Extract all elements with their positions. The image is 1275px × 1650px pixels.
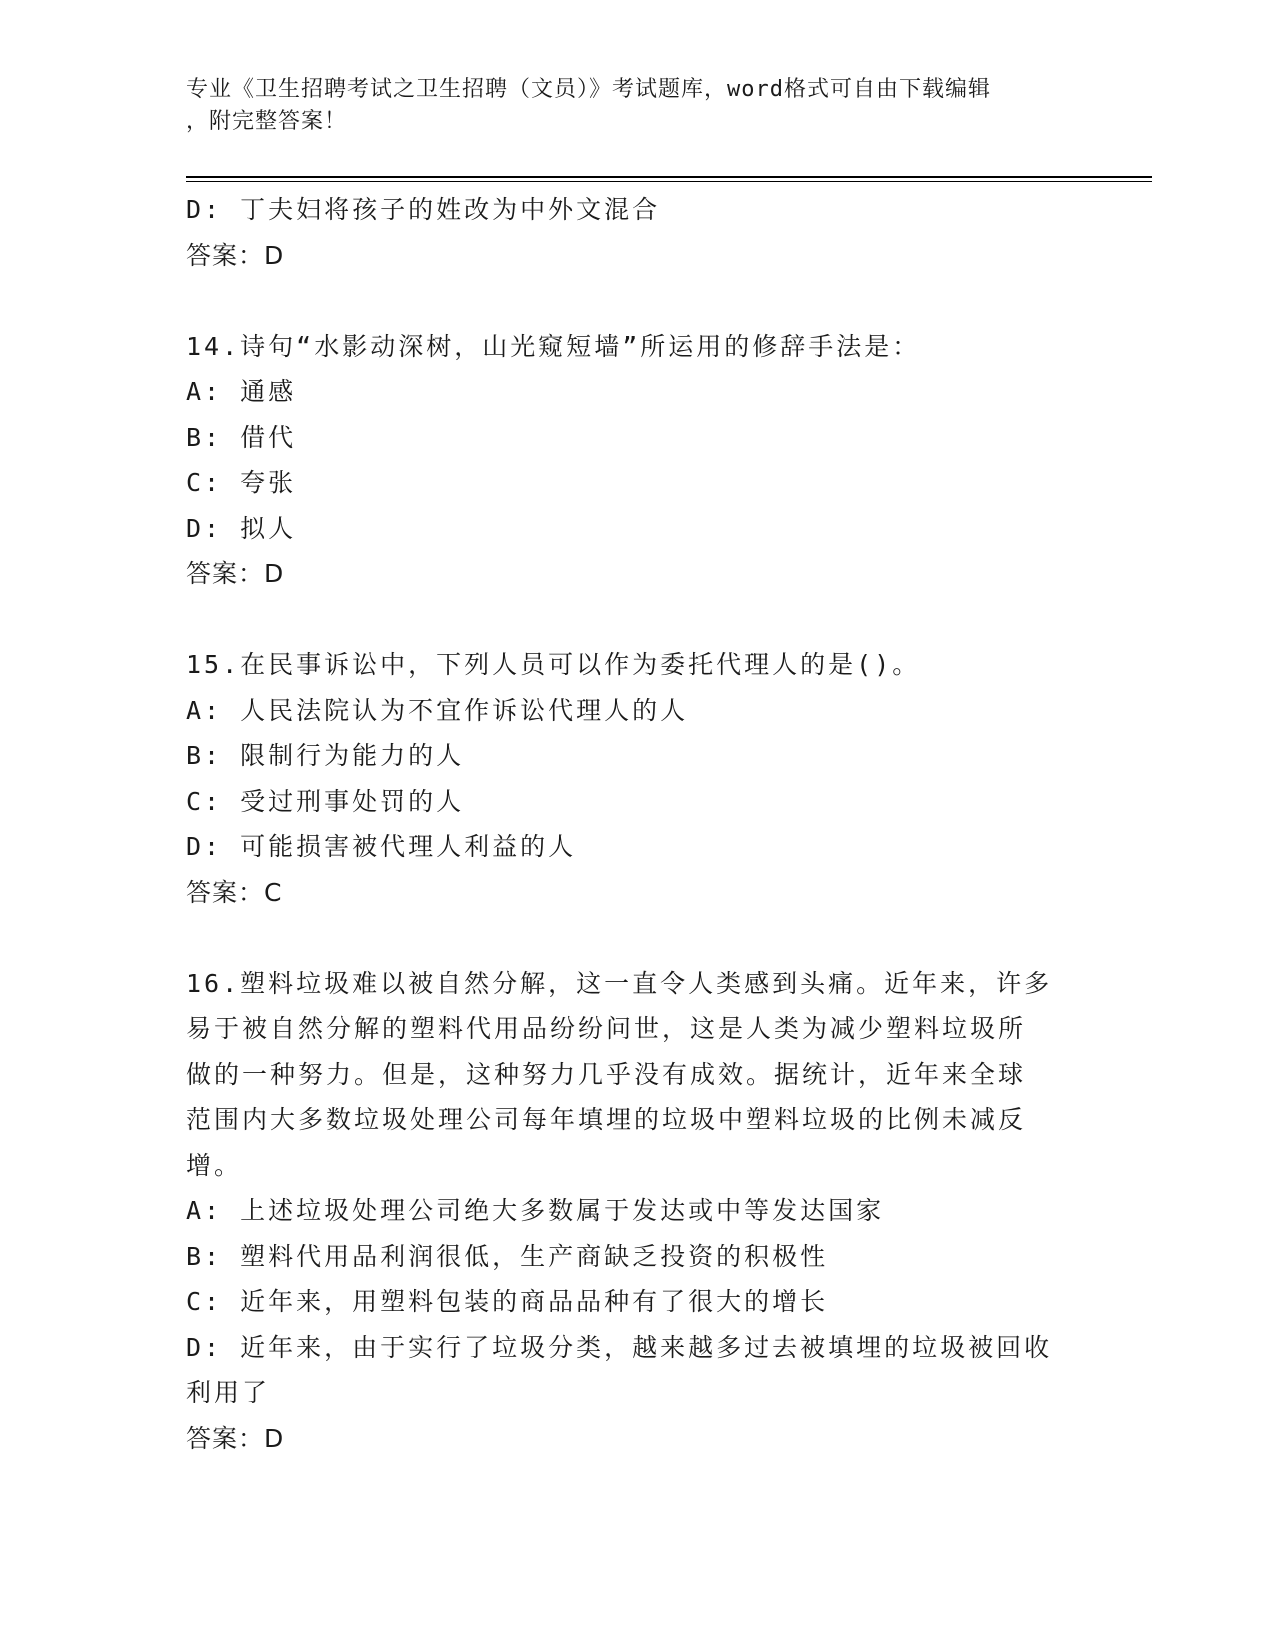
spacer [186, 597, 1086, 643]
question-stem: 15.在民事诉讼中，下列人员可以作为委托代理人的是()。 [186, 650, 921, 679]
option-a: A: 通感 [186, 377, 297, 406]
question-content [186, 187, 1086, 1461]
option-b: B: 借代 [186, 422, 297, 452]
question-14 [186, 324, 1086, 597]
option-b: B: 限制行为能力的人 [186, 741, 465, 770]
spacer [186, 278, 1086, 324]
question-stem-line: 16.塑料垃圾难以被自然分解，这一直令人类感到头痛。近年来，许多 [186, 968, 1053, 998]
answer-line: 答案：D [186, 240, 285, 270]
option-a: A: 人民法院认为不宜作诉讼代理人的人 [186, 695, 689, 725]
page-header [186, 74, 1066, 138]
question-stem-line: 易于被自然分解的塑料代用品纷纷问世，这是人类为减少塑料垃圾所 [186, 1014, 1027, 1043]
question-stem-line: 做的一种努力。但是，这种努力几乎没有成效。据统计，近年来全球 [186, 1059, 1027, 1089]
option-d-continuation: 利用了 [186, 1378, 271, 1407]
question-15 [186, 642, 1086, 915]
option-d: D: 近年来，由于实行了垃圾分类，越来越多过去被填埋的垃圾被回收 [186, 1332, 1053, 1362]
header-divider-thin [186, 181, 1152, 182]
answer-line: 答案：C [186, 877, 283, 907]
option-c: C: 夸张 [186, 468, 297, 497]
header-divider-thick [186, 176, 1152, 178]
option-a: A: 上述垃圾处理公司绝大多数属于发达或中等发达国家 [186, 1196, 885, 1225]
option-c: C: 近年来，用塑料包装的商品品种有了很大的增长 [186, 1287, 829, 1316]
question-stem: 14.诗句“水影动深树，山光窥短墙”所运用的修辞手法是： [186, 331, 921, 361]
question-stem-line: 增。 [186, 1150, 243, 1180]
question-stem-line: 范围内大多数垃圾处理公司每年填埋的垃圾中塑料垃圾的比例未减反 [186, 1105, 1027, 1134]
option-b: B: 塑料代用品利润很低，生产商缺乏投资的积极性 [186, 1241, 829, 1271]
option-d: D: 可能损害被代理人利益的人 [186, 832, 577, 861]
spacer [186, 915, 1086, 961]
answer-line: 答案：D [186, 559, 285, 588]
option-d: D: 拟人 [186, 513, 297, 543]
header-line-2: ，附完整答案！ [186, 109, 348, 134]
option-c: C: 受过刑事处罚的人 [186, 786, 465, 816]
option-d: D: 丁夫妇将孩子的姓改为中外文混合 [186, 195, 661, 224]
header-line-1: 专业《卫生招聘考试之卫生招聘（文员）》考试题库，word格式可自由下载编辑 [186, 77, 991, 102]
answer-line: 答案：D [186, 1423, 285, 1453]
question-16 [186, 961, 1086, 1462]
